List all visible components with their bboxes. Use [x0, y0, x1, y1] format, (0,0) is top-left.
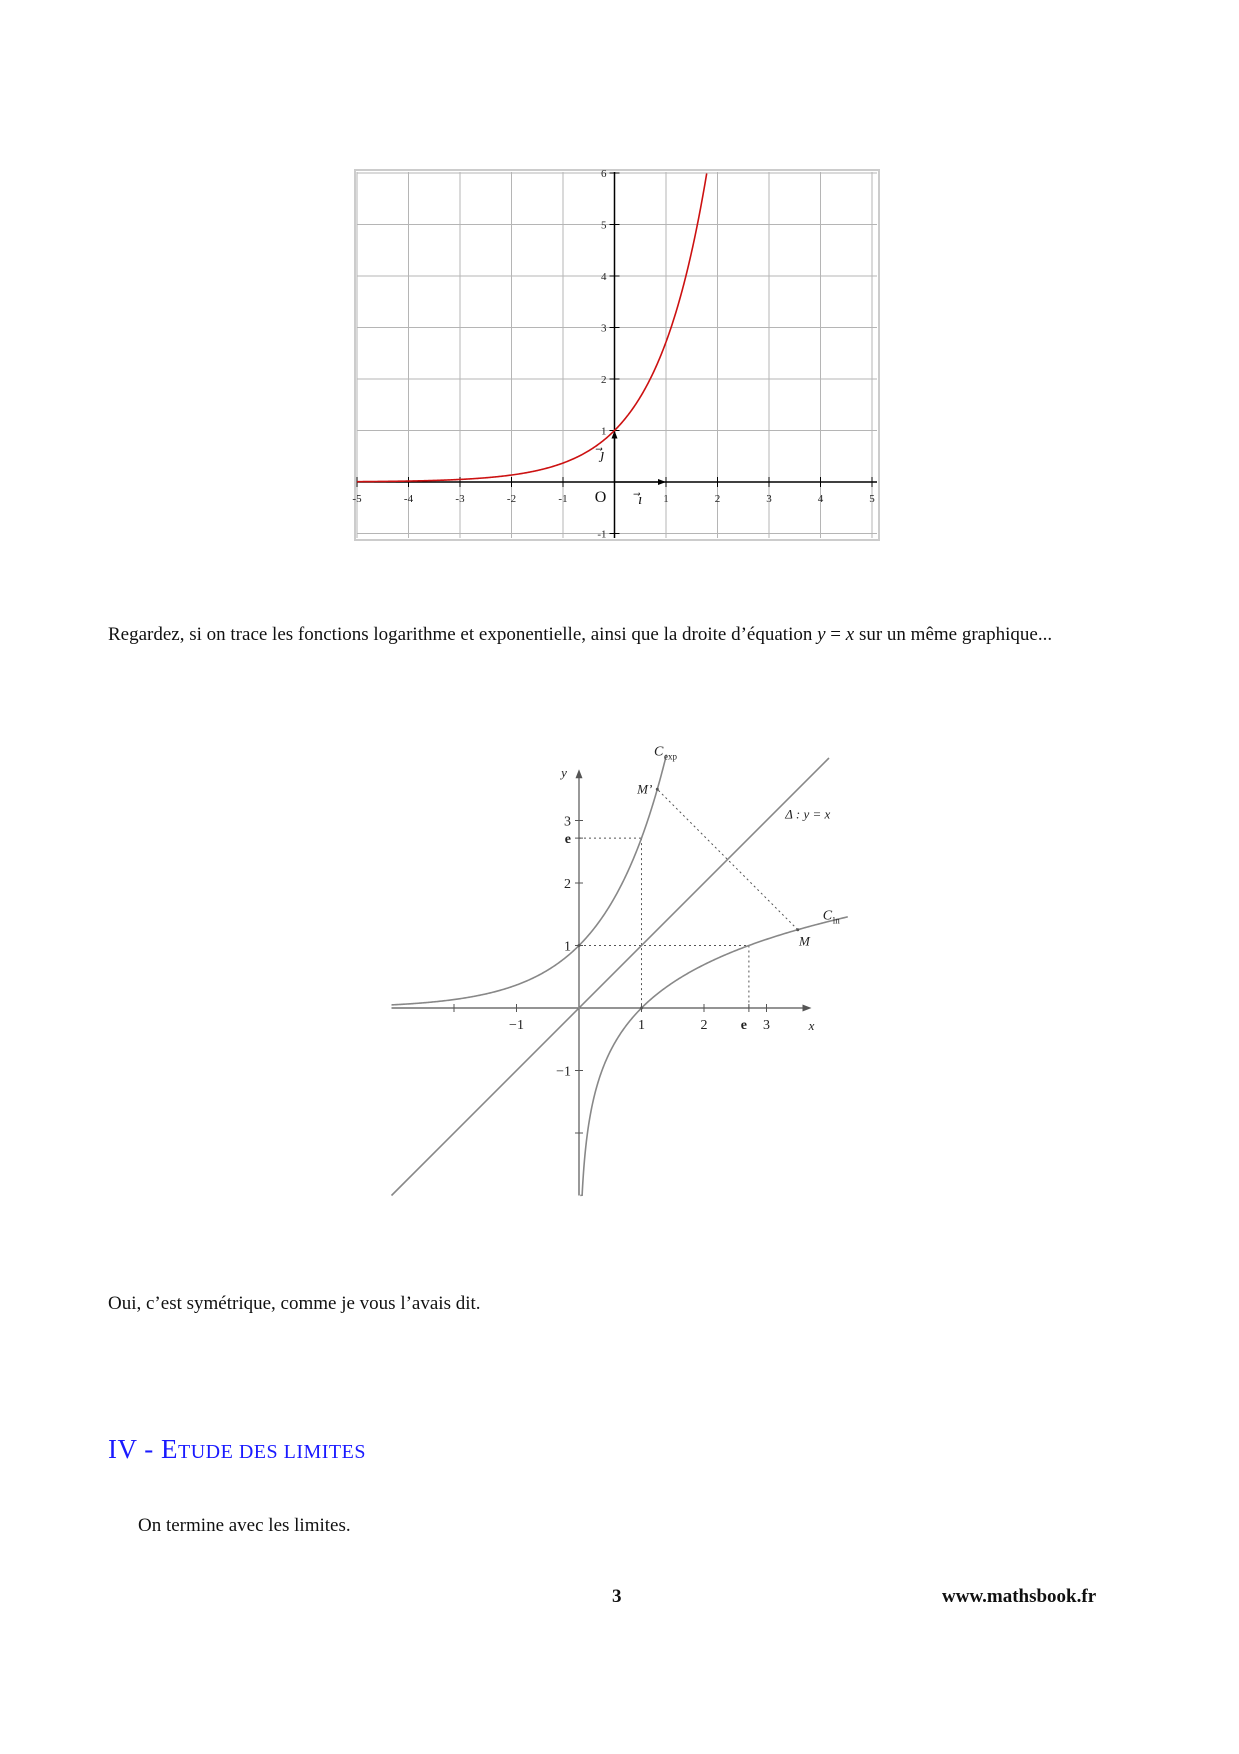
x-axis-arrow-icon	[803, 1005, 812, 1012]
website-footer: www.mathsbook.fr	[942, 1586, 1097, 1607]
math-equals: =	[825, 624, 846, 645]
x-tick-label: -3	[455, 493, 465, 505]
x-tick-label: 3	[763, 1018, 770, 1033]
section-number: IV -	[108, 1434, 161, 1464]
x-tick-label: -5	[352, 493, 362, 505]
ln-curve	[580, 917, 848, 1196]
x-tick-label: 1	[663, 493, 669, 505]
point-label-m-prime: M’	[637, 781, 653, 797]
paragraph-limits: On termine avec les limites.	[138, 1515, 351, 1536]
y-tick-label: 1	[564, 939, 571, 955]
x-tick-label: -1	[558, 493, 568, 505]
x-tick-label: 4	[817, 493, 824, 505]
y-tick-label: −1	[556, 1064, 571, 1080]
y-axis-arrow-icon	[576, 769, 583, 778]
section-heading	[108, 1434, 366, 1465]
exp-curve	[392, 755, 667, 1005]
chart-series	[392, 755, 848, 1196]
identity-line	[392, 758, 830, 1196]
paragraph-text: sur un même graphique...	[854, 624, 1053, 645]
y-tick-label: 5	[601, 219, 607, 232]
math-x: x	[845, 624, 855, 645]
y-tick-label: 3	[601, 322, 607, 335]
point-label-m: M	[799, 933, 810, 949]
point-marker	[656, 788, 659, 791]
paragraph-symmetry: Oui, c’est symétrique, comme je vous l’avais dit.	[108, 1293, 481, 1314]
section-title-initial: E	[161, 1434, 178, 1464]
x-tick-label: -4	[403, 493, 414, 505]
curve-label-exp-subscript: exp	[664, 751, 677, 762]
line-label-delta: Δ : y = x	[785, 806, 831, 822]
exp-ln-symmetry-chart	[388, 735, 860, 1205]
point-marker	[796, 928, 799, 931]
paragraph-text: Regardez, si on trace les fonctions logarithme et exponentielle, ainsi que la droite d’équation	[108, 624, 818, 645]
y-tick-label: e	[564, 832, 571, 848]
curve-label-exp: C	[654, 744, 664, 760]
x-tick-label: e	[740, 1018, 748, 1033]
x-tick-label: 5	[869, 493, 875, 505]
y-axis-label: y	[561, 764, 567, 780]
y-tick-label: 2	[564, 877, 571, 892]
y-tick-label: 4	[601, 271, 607, 283]
y-tick-label: -1	[597, 528, 607, 541]
page-number: 3	[612, 1586, 622, 1607]
x-tick-label: 2	[700, 1018, 708, 1033]
x-tick-label: −1	[509, 1018, 524, 1033]
section-title-rest: TUDE DES LIMITES	[178, 1441, 366, 1463]
curve-annotations	[636, 745, 840, 949]
curve-label-ln: C	[822, 908, 833, 924]
x-tick-label: 2	[714, 493, 721, 505]
x-tick-label: 1	[638, 1018, 645, 1033]
curve-label-ln-subscript: ln	[832, 915, 840, 926]
unit-vector-i-label: ⃗ı	[638, 492, 643, 508]
paragraph-intro	[108, 623, 1052, 647]
x-axis-label: x	[808, 1018, 815, 1033]
exp-grid-chart	[354, 169, 880, 541]
math-y: y	[817, 624, 826, 645]
unit-vector-j-label: ⃗ȷ	[600, 446, 605, 463]
origin-label: O	[594, 489, 607, 506]
y-tick-label: 3	[564, 814, 571, 830]
y-tick-label: 1	[601, 425, 607, 438]
y-tick-label: 2	[601, 374, 607, 386]
x-tick-label: 3	[766, 493, 772, 505]
chart-frame	[355, 170, 879, 540]
x-tick-label: -2	[506, 493, 517, 505]
y-tick-label: 6	[601, 168, 607, 180]
